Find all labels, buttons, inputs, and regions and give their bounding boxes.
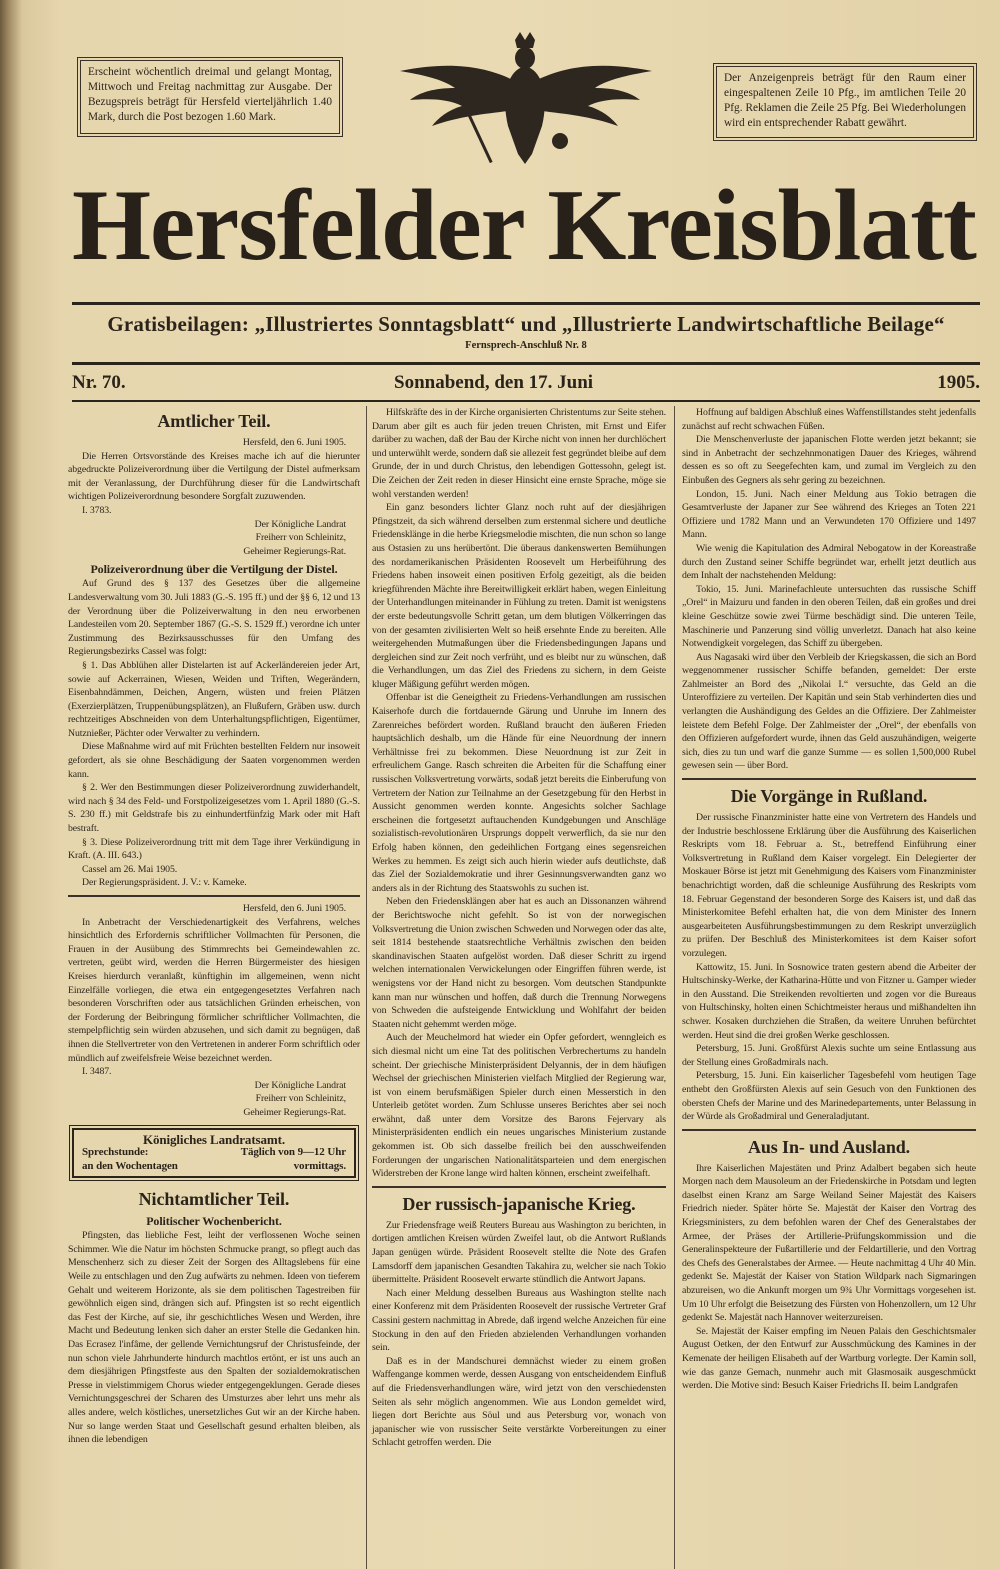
paragraph: Der russische Finanzminister hatte eine von Vertretern des Handels und der Industrie beschlossene Erklärung über die Ausführung des Kaiserlichen Reskripts vom 18. Februar a. St., betreffend Einführung einer Volksvertretung in Rußland dem Kaiser vorgelegt. Ein Delegierter der Moskauer Börse ist jetzt mit Genehmigung des Kaisers vom Finanzminister benachrichtigt worden, daß die schleunige Ausführung des Reskripts vom 18. Februar Gegenstand der besonderen Sorge des Kaisers ist, und daß das Ministerkomitee Befehl erhalten hat, die von dem Minister des Innern ausgearbeiteten Ausführungsbestimmungen zu dem Reskript unverzüglich zu prüfen. Der Beschluß des Ministerkomitees ist dem Kaiser sofort vorzulegen.: [682, 812, 976, 959]
paragraph: Hilfskräfte des in der Kirche organisierten Christentums zur Seite stehen. Darum aber gilt es auch für jeden treuen Christen, mit Ernst und Eifer darüber zu wachen, daß der Bau der Kirche nicht von innen her durchlöchert und unterwühlt werde, sondern daß sie allezeit fest gegründet bleibe auf dem Grunde, der in und durch Christus, den lebendigen Gottessohn, gelegt ist. Die Zeichen der Zeit reden in dieser Hinsicht eine ernste Sprache, möge sie wohl verstanden werden!: [372, 407, 666, 500]
signature-line: Hersfeld, den 6. Juni 1905.: [242, 437, 346, 448]
paragraph: Auch der Meuchelmord hat wieder ein Opfer gefordert, wenngleich es sich diesmal nicht um eine Tat des politischen Verbrechertums zu handeln scheint. Der griechische Ministerpräsident Delyannis, der in dem häufigen Wechsel der griechischen Ministerien vielfach Mitglied der Regierung war, ist von einem berufsmäßigen Spieler durch einen Messerstich in den Unterleib getötet worden. Zum Schlusse unseres Berichtes aber sei noch erwähnt, daß unter dem Vorsitze des Barons Fejervary als Ministerpräsidenten endlich ein neues ungarisches Ministerium zustande gekommen ist. Ob sich dasselbe freilich bei den ausschweifenden Forderungen der ungarischen Nationalitätsparteien und dem energischen Widerstreben der Krone lange wird halten können, erscheint zweifelhaft.: [372, 1032, 666, 1180]
signature-line: Geheimer Regierungs-Rat.: [243, 545, 346, 557]
office-hours-title: Königliches Landratsamt.: [142, 1131, 286, 1147]
office-hours-box: [72, 1128, 356, 1179]
advertising-rates-text: Der Anzeigenpreis beträgt für den Raum einer eingespaltenen Zeile 10 Pfg., im amtlichen Teile 20 Pfg. Reklamen die Zeile 25 Pfg. Bei Wiederholungen wird ein entsprechender Rabatt gewährt.: [724, 72, 966, 129]
masthead-rule-top: [72, 302, 980, 305]
section-divider: [372, 1186, 666, 1188]
paragraph: Ein ganz besonders lichter Glanz noch ruht auf der diesjährigen Pfingstzeit, da sich während derselben zum erstenmal sichere und deutliche Friedensklänge in die herbe Kriegsmelodie mischten, die nun schon so lange aus Ostasien zu uns herübertönt. Die überaus dankenswerten Bemühungen des nordamerikanischen Präsidenten Roosevelt um Herbeiführung des Friedens haben insoweit einen positiven Erfolg gezeitigt, als die beiden kriegführenden Mächte ihre Bereitwilligkeit erklärt haben, wegen Einleitung der Unterhandlungen miteinander in Fühlung zu treten. Damit ist wenigstens der erste bedeutungsvolle Schritt getan, um dem blutigen Völkerringen das von der gesamten zivilisierten Welt so heiß ersehnte Ende zu bereiten. Alle weitergehenden Mutmaßungen über die Friedensbedingungen Japans und dergleichen sind zur Zeit noch verfrüht, und es bleibt nur zu wünschen, daß die Verhandlungen, um das Ziel des Friedens zu sichern, in dem Geiste kluger Mäßigung geführt werden mögen.: [372, 502, 666, 690]
section-heading: Aus In- und Ausland.: [747, 1136, 911, 1157]
issue-date: Sonnabend, den 17. Juni: [394, 372, 594, 393]
column-3: [682, 406, 976, 1393]
paragraph: Tokio, 15. Juni. Marinefachleute untersuchten das russische Schiff „Orel“ in Maizuru und fanden in den oberen Teilen, daß ein großes und drei kleine Geschütze sowie zwei Türme beschädigt sind. Die unteren Teile, Maschinerie und Panzerung sind völlig unverletzt. Danach hat also keine Notwendigkeit vorgelegen, das Schiff zu übergeben.: [682, 583, 976, 650]
paragraph: Cassel am 26. Mai 1905.: [82, 863, 178, 875]
paragraph: Diese Maßnahme wird auf mit Früchten bestellten Feldern nur insoweit gefordert, als sie ohne Beschädigung der Saaten vorgenommen werden kann.: [68, 741, 360, 780]
section-divider: [68, 895, 360, 897]
signature-line: Hersfeld, den 6. Juni 1905.: [242, 903, 346, 914]
paragraph: Aus Nagasaki wird über den Verbleib der Kriegskassen, die sich an Bord weggenommener russischer Schiffe befanden, gemeldet: Der erste Zahlmeister an Bord des „Nikolai I.“ versuchte, das Geld an die Unteroffiziere zu verteilen. Der Kapitän und sein Stab verhinderten dies und verlangten die Aushändigung des Geldes an die Offiziere. Der Zahlmeister leistete dem Befehl Folge. Der Zahlmeister der „Orel“, der ebenfalls von den Offizieren aufgefordert wurde, ihnen das Geld auszuhändigen, weigerte sich, dies zu tun und warf die ganze Summe — es sollen 1,500,000 Rubel gewesen sein — über Bord.: [682, 651, 976, 772]
prussian-eagle-emblem-icon: [390, 26, 660, 168]
column-2: [372, 406, 666, 1450]
signature-line: Geheimer Regierungs-Rat.: [243, 1106, 346, 1118]
office-hours-text: an den Wochentagen: [82, 1159, 178, 1172]
signature-line: Freiherr von Schleinitz,: [255, 1093, 346, 1105]
section-divider: [682, 1129, 976, 1131]
paragraph: In Anbetracht der Verschiedenartigkeit des Verfahrens, welches hinsichtlich des Erfordernis schriftlicher Vollmachten für Personen, die Frauen in der Ausübung des Stimmrechts bei Gemeindewahlen zc. vertreten, geübt wird, werden die Herren Bürgermeister des hiesigen Kreises hierdurch veranlaßt, künftighin im allgemeinen, wenn nicht Einzelfälle vorliegen, die etwa ein entgegengesetztes Verfahren nach besonderen Vorschriften oder aus tatsächlichen Gründen erheischen, von der Forderung der Beibringung förmlicher schriftlicher Vollmachten, die stempelpflichtig sein würden abzusehen, und sich damit zu begnügen, daß ihnen die Stellvertreter von den Vertretenen in anderer Form schriftlich oder mündlich auf zweifelsfreie Weise bezeichnet werden.: [68, 916, 360, 1064]
paragraph: Petersburg, 15. Juni. Ein kaiserlicher Tagesbefehl vom heutigen Tage enthebt den Großfürsten Alexis auf sein Gesuch von den Funktionen des obersten Chefs der Marine und des Marinedepartements, unter Belassung in der Würde als Großadmiral und Generaladjutant.: [682, 1070, 976, 1123]
paragraph: § 3. Diese Polizeiverordnung tritt mit dem Tage ihrer Verkündigung in Kraft. (A. III. 643.): [68, 836, 360, 862]
subscription-info-text: Erscheint wöchentlich dreimal und gelangt Montag, Mittwoch und Freitag nachmittag zur Ausgabe. Der Bezugspreis beträgt für Hersfeld vierteljährlich 1.40 Mark, durch die Post bezogen 1.60 Mark.: [88, 66, 332, 123]
paragraph: I. 3487.: [82, 1066, 112, 1078]
phone-line: Fernsprech-Anschluß Nr. 8: [465, 340, 587, 351]
paragraph: Pfingsten, das liebliche Fest, leiht der verflossenen Woche seinen Schimmer. Wie die Natur im höchsten Schmucke prangt, so pflegt auch das Menschenherz sich zu dieser Zeit der Sorgen des Alltagslebens für eine Weile zu entschlagen und den Zug aufwärts zu nehmen. Ideen von tieferem Gehalt und weiterem Horizonte, als sie dem politischen Tagestreiben für gewöhnlich eigen sind, drängen sich auf. Pfingsten ist so recht eigentlich das Fest der Kirche, auf sie, ihr geschichtliches Wesen und Werden, ihre Macht und Bedeutung lenken sich daher an erster Stelle die Gedanken hin. Das Ecrasez l'infâme, der gellende Vernichtungsruf der Christusfeinde, der nun schon viele Jahrhunderte hindurch machtlos ertönt, er ist uns auch an dem diesjährigen Pfingstfeste aus den Spalten der sozialdemokratischen Presse in vielstimmigem Chorus wieder entgegengeklungen. Gerade dieses Vernichtungsgeschrei der Scharen des Umsturzes aber lehrt uns mehr als alles andere, welch köstliches, unersetzliches Gut wir an der Kirche haben. Nur so lange werden Staat und Gesellschaft gesund erhalten bleiben, als ihnen die lebendigen: [68, 1230, 360, 1446]
subscription-info-box: [80, 60, 340, 134]
paragraph: London, 15. Juni. Nach einer Meldung aus Tokio betragen die Gesamtverluste der Japaner zur See während des Krieges an Toten 221 Offiziere und 1782 Mann und an Verwundeten 170 Offiziere und 1497 Mann.: [682, 488, 976, 541]
masthead-rule-bottom: [72, 400, 980, 402]
newspaper-title-text: Hersfelder Kreisblatt: [72, 168, 976, 281]
section-heading: Die Vorgänge in Rußland.: [730, 786, 928, 807]
article-heading: Politischer Wochenbericht.: [146, 1214, 282, 1229]
paragraph: Kattowitz, 15. Juni. In Sosnowice traten gestern abend die Arbeiter der Hultschinsky-Werke, der Katharina-Hütte und von Fitzner u. Gamper wieder in den Ausstand. Die Streikenden revoltierten und zogen vor die Bureaus von Hultschinsky, holten einen Schichtmeister heraus und mißhandelten ihn schwer. Kosaken durchziehen die Straßen, da weitere Unruhen befürchtet werden. Heut sind die drei großen Werke geschlossen.: [682, 961, 976, 1041]
signature-line: Freiherr von Schleinitz,: [255, 532, 346, 544]
advertising-rates-box: [716, 66, 974, 138]
section-heading: Nichtamtlicher Teil.: [138, 1189, 290, 1210]
office-hours-text: Sprechstunde:: [82, 1146, 149, 1159]
column-divider: [674, 406, 675, 1569]
paragraph: Neben den Friedensklängen aber hat es auch an Dissonanzen während der Berichtswoche nicht gefehlt. So ist von der norwegischen Volksvertretung die Union zwischen Schweden und Norwegen oder das alte, seit 1814 bestehende staatsrechtliche Verhältnis zwischen den beiden skandinavischen Staaten aufgelöst worden. Daß dieser Schritt zu irgend welchen internationalen Verwickelungen oder Eingriffen führen werde, ist wenigstens vor der Hand nicht zu besorgen. Vom deutschen Standpunkte kann man nur wünschen und hoffen, daß durch die Trennung Norwegens von Schweden die aufsteigende Entwicklung und Wohlfahrt der beiden Staaten nicht gehemmt werden möge.: [372, 896, 666, 1030]
section-divider: [682, 778, 976, 780]
paragraph: Se. Majestät der Kaiser empfing im Neuen Palais den Geschichtsmaler August Oetken, der den Entwurf zur Ausschmückung des Kamines in der Kemenate der heiligen Elisabeth auf der Wartburg vorlegte. Der Kamin soll, wie das ganze Gemach, nunmehr auch mit Glasmosaik ausgeschmückt werden. Die Motive sind: Besuch Kaiser Friedrichs II. beim Landgrafen: [682, 1325, 976, 1392]
signature-line: Der Königliche Landrat: [254, 1079, 346, 1091]
supplements-line: Gratisbeilagen: „Illustriertes Sonntagsblatt“ und „Illustrierte Landwirtschaftliche Beilage“: [107, 312, 945, 336]
section-heading: Amtlicher Teil.: [157, 411, 271, 431]
office-hours-text: Täglich von 9—12 Uhr: [240, 1146, 346, 1159]
paragraph: I. 3783.: [82, 504, 112, 516]
paragraph: Nach einer Meldung desselben Bureaus aus Washington stellte nach einer Konferenz mit dem Präsidenten Roosevelt der russische Vertreter Graf Cassini gestern nachmittag in Abrede, daß irgend welche Anzeichen für eine Stockung in den auf den Frieden abzielenden Verhandlungen vorhanden sein.: [372, 1287, 666, 1354]
newspaper-title: [72, 160, 982, 300]
section-heading: Der russisch-japanische Krieg.: [402, 1193, 636, 1214]
masthead-rule-middle: [72, 362, 980, 365]
article-heading: Polizeiverordnung über die Vertilgung der Distel.: [90, 562, 338, 577]
paragraph: Offenbar ist die Geneigtheit zu Friedens-Verhandlungen am russischen Kaiserhofe durch die fortdauernde Gärung und Unruhe im Innern des Zarenreiches befördert worden. Rußland braucht den äußeren Frieden hauptsächlich deshalb, um die Hände für eine Neuordnung der innern Verhältnisse frei zu bekommen. Diese Neuordnung ist zur Zeit in erfreulichem Gange. Rasch schreiten die Arbeiten für die Schaffung einer russischen Volksvertretung vorwärts, sodaß jetzt bereits die Einberufung von Vertretern der Nation zur Teilnahme an der Gesetzgebung für den Herbst in Aussicht genommen werden konnte. Angesichts solcher Sachlage erscheinen die fortgesetzt auftauchenden Kundgebungen und Anschläge sozialistisch-revolutionären Ursprungs doppelt verwerflich, da sie nur den Erfolg haben können, den gedeihlichen Fortgang eines segensreichen Werkes zu hemmen. Es zeigt sich auch hierin wieder aufs deutlichste, daß das Ziel der Sozialdemokratie und ihrer Gesinnungsverwandten ganz wo anders als in der Richtung des Staatswohls zu suchen ist.: [372, 692, 666, 894]
paragraph: Petersburg, 15. Juni. Großfürst Alexis suchte um seine Entlassung aus der Stellung eines Großadmirals nach.: [682, 1043, 976, 1068]
paragraph: Der Regierungspräsident. J. V.: v. Kameke.: [82, 877, 247, 889]
office-hours-text: vormittags.: [293, 1159, 346, 1172]
column-divider: [366, 406, 367, 1569]
paragraph: Hoffnung auf baldigen Abschluß eines Waffenstillstandes steht jedenfalls zunächst auf recht schwachen Füßen.: [682, 407, 976, 432]
paragraph: Wie wenig die Kapitulation des Admiral Nebogatow in der Koreastraße durch den Zustand seiner Schiffe begründet war, erhellt jetzt deutlich aus dem Inhalt der nachstehenden Meldung:: [682, 542, 976, 582]
issue-year: 1905.: [937, 372, 980, 393]
paragraph: § 2. Wer den Bestimmungen dieser Polizeiverordnung zuwiderhandelt, wird nach § 34 des Feld- und Forstpolizeigesetzes vom 1. April 1880 (G.-S. S. 230 ff.) mit Geldstrafe bis zu einhundertfünfzig Mark oder mit Haft bestraft.: [68, 782, 360, 835]
signature-line: Der Königliche Landrat: [254, 518, 346, 530]
office-hours-row: [82, 1146, 346, 1160]
paragraph: Zur Friedensfrage weiß Reuters Bureau aus Washington zu berichten, in dortigen amtlichen Kreisen würden Zweifel laut, ob die Antwort Rußlands Japan genügen würde. Präsident Roosevelt stellte die Note des Grafen Lamsdorff dem japanischen Gesandten Takahira zu, welcher sie nach Tokio übermittelte. Präsident Roosevelt erwarte stündlich die Antwort Japans.: [372, 1219, 666, 1286]
paragraph: Die Menschenverluste der japanischen Flotte werden jetzt bekannt; sie sind in Anbetracht der sechzehnmonatigen Dauer des Krieges, während dessen es so oft zu Seegefechten kam, und zumal im Vergleich zu den Einbußen des Gegners als sehr gering zu bezeichnen.: [682, 434, 976, 486]
paragraph: Auf Grund des § 137 des Gesetzes über die allgemeine Landesverwaltung vom 30. Juli 1883 (G.-S. 195 ff.) und der §§ 6, 12 und 13 der Verordnung über die Polizeiverwaltung in den neu erworbenen Landesteilen vom 20. September 1867 (G.-S. S. 1529 ff.) verordne ich unter Zustimmung des Bezirksausschusses für den Umfang des Regierungsbezirks Cassel was folgt:: [68, 578, 361, 658]
paragraph: Ihre Kaiserlichen Majestäten und Prinz Adalbert begaben sich heute Morgen nach dem Mausoleum an der Friedenskirche in Potsdam und legten daselbst einen Kranz am Sarge Weiland Seiner Majestät des Kaisers Friedrich nieder. Später hörte Se. Majestät der Kaiser den Vortrag des Kriegsministers, zu dem befohlen waren der Chef des Generalstabes der Armee, der Präses der Artillerie-Prüfungskommission und die Generalinspekteure der Fußartillerie und der Feldartillerie, und den Vortrag des Chefs des Generalstabes der Armee. — Heute nachmittag 4 Uhr 40 Min. gedenkt Se. Majestät der Kaiser von Station Wildpark nach Sigmaringen abzureisen, wo die Ankunft morgen um 9¾ Uhr Vormittags vorgesehen ist. Um 10 Uhr erfolgt die Beisetzung des Fürsten von Hohenzollern, um 12 Uhr gedenkt Se. Majestät nach Hannover weiterzureisen.: [682, 1162, 976, 1324]
dateline: [72, 372, 980, 398]
paragraph: Die Herren Ortsvorstände des Kreises mache ich auf die hierunter abgedruckte Polizeiverordnung über die Vertilgung der Distel aufmerksam mit der Veranlassung, der Durchführung dieser für die Landwirtschaft wichtigen Polizeiverordnung besondere Sorgfalt zuzuwenden.: [68, 450, 360, 503]
column-1: [68, 406, 360, 1447]
paragraph: § 1. Das Abblühen aller Distelarten ist auf Ackerländereien jeder Art, sowie auf Ackerrainen, Wiesen, Weiden und Triften, Wegerändern, Eisenbahndämmen, Deichen, Angern, wüsten und freien Plätzen (Exerzierplätzen, Truppenübungsplätzen), an Flußufern, Gräben usw. durch rechtzeitiges Abschneiden von dem Unterhaltungspflichtigen, Eigentümer, Nutznießer, Pächter oder Verwalter zu verhindern.: [68, 659, 360, 739]
office-hours-row: [82, 1160, 346, 1174]
paragraph: Daß es in der Mandschurei demnächst wieder zu einem großen Waffengange kommen werde, dessen Ausgang von entscheidendem Einfluß auf die Friedensverhandlungen wäre, wird jetzt von den verschiedensten Seiten als sehr möglich angenommen. Wie aus London gemeldet wird, liegen dort Berichte aus Söul und aus Petersburg vor, wonach von japanischer wie von russischer Seite verstärkte Vorbereitungen zu einer Schlacht getroffen werden. Die: [372, 1355, 666, 1449]
issue-number: Nr. 70.: [72, 372, 126, 393]
